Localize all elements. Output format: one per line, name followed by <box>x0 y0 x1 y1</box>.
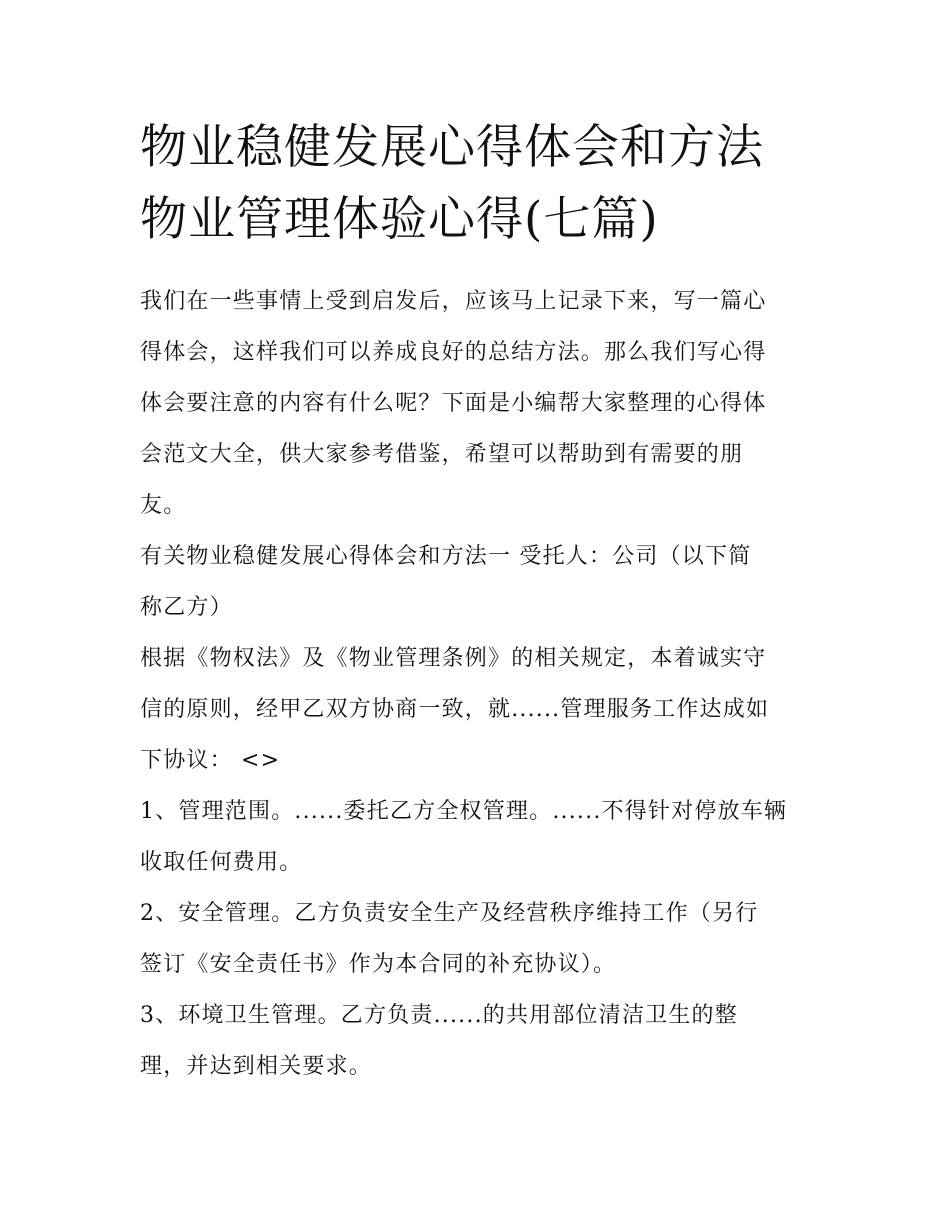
title-line: 物业管理体验心得(七篇) <box>140 192 659 247</box>
title-line: 物业稳健发展心得体会和方法 <box>140 120 764 175</box>
document-body <box>140 276 820 1092</box>
text-line: 有关物业稳健发展心得体会和方法一 受托人：公司（以下简 <box>140 544 752 569</box>
section-heading-paragraph <box>140 531 820 633</box>
text-line: 下协议： <> <box>140 748 281 773</box>
text-line: 3、环境卫生管理。乙方负责......的共用部位清洁卫生的整 <box>140 1003 738 1028</box>
clause-3-paragraph <box>140 990 820 1092</box>
text-line: 2、安全管理。乙方负责安全生产及经营秩序维持工作（另行 <box>140 901 759 926</box>
clause-2-paragraph <box>140 888 820 990</box>
text-line: 友。 <box>140 493 187 518</box>
text-line: 会范文大全，供大家参考借鉴，希望可以帮助到有需要的朋 <box>140 442 744 467</box>
text-line: 体会要注意的内容有什么呢？下面是小编帮大家整理的心得体 <box>140 391 767 416</box>
text-line: 我们在一些事情上受到启发后，应该马上记录下来，写一篇心 <box>140 289 767 314</box>
text-line: 收取任何费用。 <box>140 850 303 875</box>
intro-paragraph <box>140 276 820 531</box>
text-line: 理，并达到相关要求。 <box>140 1054 373 1079</box>
text-line: 称乙方） <box>140 595 233 620</box>
text-line: 得体会，这样我们可以养成良好的总结方法。那么我们写心得 <box>140 340 767 365</box>
text-line: 签订《安全责任书》作为本合同的补充协议）。 <box>140 952 617 977</box>
agreement-paragraph <box>140 633 820 786</box>
document-title <box>140 112 840 256</box>
text-line: 根据《物权法》及《物业管理条例》的相关规定，本着诚实守 <box>140 646 767 671</box>
text-line: 信的原则，经甲乙双方协商一致，就......管理服务工作达成如 <box>140 697 770 722</box>
text-line: 1、管理范围。......委托乙方全权管理。......不得针对停放车辆 <box>140 799 788 824</box>
clause-1-paragraph <box>140 786 820 888</box>
